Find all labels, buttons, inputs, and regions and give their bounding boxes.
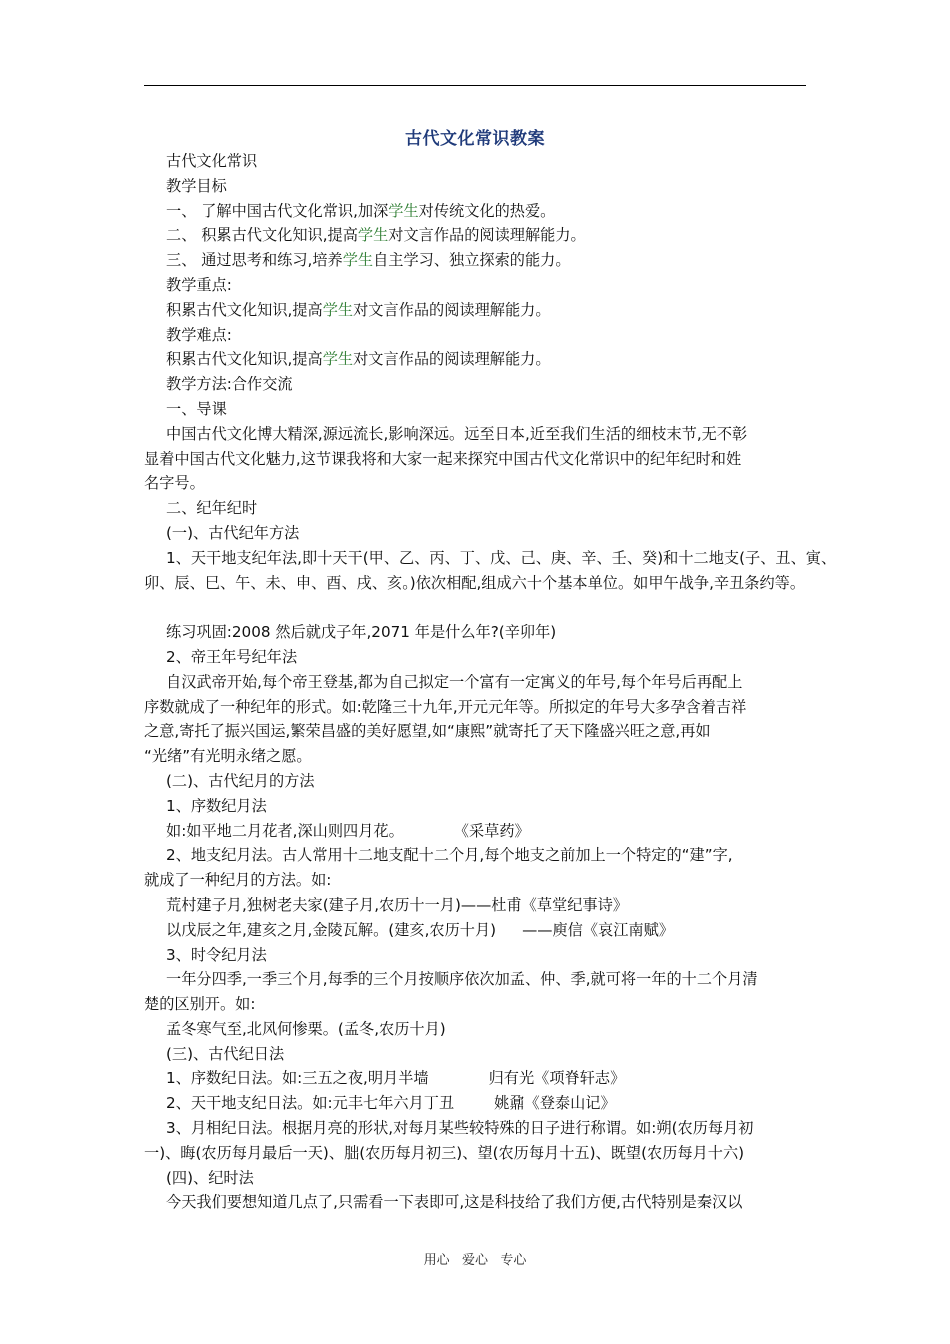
document-title: 古代文化常识教案	[405, 129, 545, 149]
paragraph: 教学重点:	[166, 275, 232, 294]
paragraph: 今天我们要想知道几点了,只需看一下表即可,这是科技给了我们方便,古代特别是秦汉以	[166, 1193, 743, 1212]
paragraph: 教学难点:	[166, 325, 232, 344]
paragraph: 孟冬寒气至,北风何惨栗。(孟冬,农历十月)	[166, 1019, 446, 1038]
paragraph: 3、时令纪月法	[166, 945, 267, 964]
paragraph: 二、 积累古代文化知识,提高学生对文言作品的阅读理解能力。	[166, 226, 586, 245]
paragraph: 积累古代文化知识,提高学生对文言作品的阅读理解能力。	[166, 300, 551, 319]
paragraph: 楚的区别开。如:	[144, 995, 256, 1014]
paragraph: 积累古代文化知识,提高学生对文言作品的阅读理解能力。	[166, 350, 551, 369]
paragraph: 序数就成了一种纪年的形式。如:乾隆三十九年,开元元年等。所拟定的年号大多孕含着吉祥	[144, 697, 747, 716]
paragraph: 一、 了解中国古代文化常识,加深学生对传统文化的热爱。	[166, 201, 556, 220]
paragraph: 练习巩固:2008 然后就戊子年,2071 年是什么年?(辛卯年)	[166, 623, 557, 642]
paragraph: 2、帝王年号纪年法	[166, 647, 298, 666]
paragraph: 教学方法:合作交流	[166, 375, 293, 394]
header-rule	[144, 85, 806, 86]
blank-line	[144, 595, 808, 620]
subsection-heading: (三)、古代纪日法	[166, 1044, 285, 1063]
subsection-heading: (二)、古代纪月的方法	[166, 771, 315, 790]
paragraph: 卯、辰、巳、午、未、申、酉、戌、亥。)依次相配,组成六十个基本单位。如甲午战争,辛丑条约等。	[144, 573, 806, 592]
paragraph: 显着中国古代文化魅力,这节课我将和大家一起来探究中国古代文化常识中的纪年纪时和姓	[144, 449, 742, 468]
section-heading: 二、纪年纪时	[166, 499, 258, 518]
paragraph: 以戊辰之年,建亥之月,金陵瓦解。(建亥,农历十月) ——庾信《哀江南赋》	[166, 920, 674, 939]
paragraph: 2、地支纪月法。古人常用十二地支配十二个月,每个地支之前加上一个特定的“建”字,	[166, 846, 733, 865]
paragraph: 之意,寄托了振兴国运,繁荣昌盛的美好愿望,如“康熙”就寄托了天下隆盛兴旺之意,再如	[144, 722, 711, 741]
paragraph: 自汉武帝开始,每个帝王登基,都为自己拟定一个富有一定寓义的年号,每个年号后再配上	[166, 672, 743, 691]
document-body	[144, 149, 837, 1215]
paragraph: 就成了一种纪月的方法。如:	[144, 871, 332, 890]
paragraph: 一年分四季,一季三个月,每季的三个月按顺序依次加孟、仲、季,就可将一年的十二个月清	[166, 970, 758, 989]
page-footer: 用心 爱心 专心	[423, 1253, 527, 1268]
paragraph: 1、序数纪日法。如:三五之夜,明月半墙 归有光《项脊轩志》	[166, 1069, 626, 1088]
paragraph: 教学目标	[166, 176, 227, 195]
paragraph: 名字号。	[144, 474, 205, 493]
paragraph: “光绪”有光明永绪之愿。	[144, 747, 312, 766]
paragraph: 3、月相纪日法。根据月亮的形状,对每月某些较特殊的日子进行称谓。如:朔(农历每月初	[166, 1119, 754, 1138]
section-heading: 一、导课	[166, 399, 227, 418]
paragraph: 三、 通过思考和练习,培养学生自主学习、独立探索的能力。	[166, 251, 571, 270]
paragraph: 2、天干地支纪日法。如:元丰七年六月丁丑 姚鼐《登泰山记》	[166, 1094, 616, 1113]
paragraph: 荒村建子月,独树老夫家(建子月,农历十一月)——杜甫《草堂纪事诗》	[166, 895, 628, 914]
paragraph: 一)、晦(农历每月最后一天)、朏(农历每月初三)、望(农历每月十五)、既望(农历每月十六)	[144, 1143, 745, 1162]
paragraph: 如:如平地二月花者,深山则四月花。 《采草药》	[166, 821, 530, 840]
paragraph: 中国古代文化博大精深,源远流长,影响深远。远至日本,近至我们生活的细枝末节,无不彰	[166, 424, 748, 443]
subsection-heading: (一)、古代纪年方法	[166, 523, 300, 542]
paragraph: 古代文化常识	[166, 152, 258, 170]
paragraph: 1、序数纪月法	[166, 796, 267, 815]
subsection-heading: (四)、纪时法	[166, 1168, 254, 1187]
paragraph: 1、天干地支纪年法,即十天干(甲、乙、丙、丁、戊、己、庚、辛、壬、癸)和十二地支(子、丑、寅、	[166, 548, 837, 567]
